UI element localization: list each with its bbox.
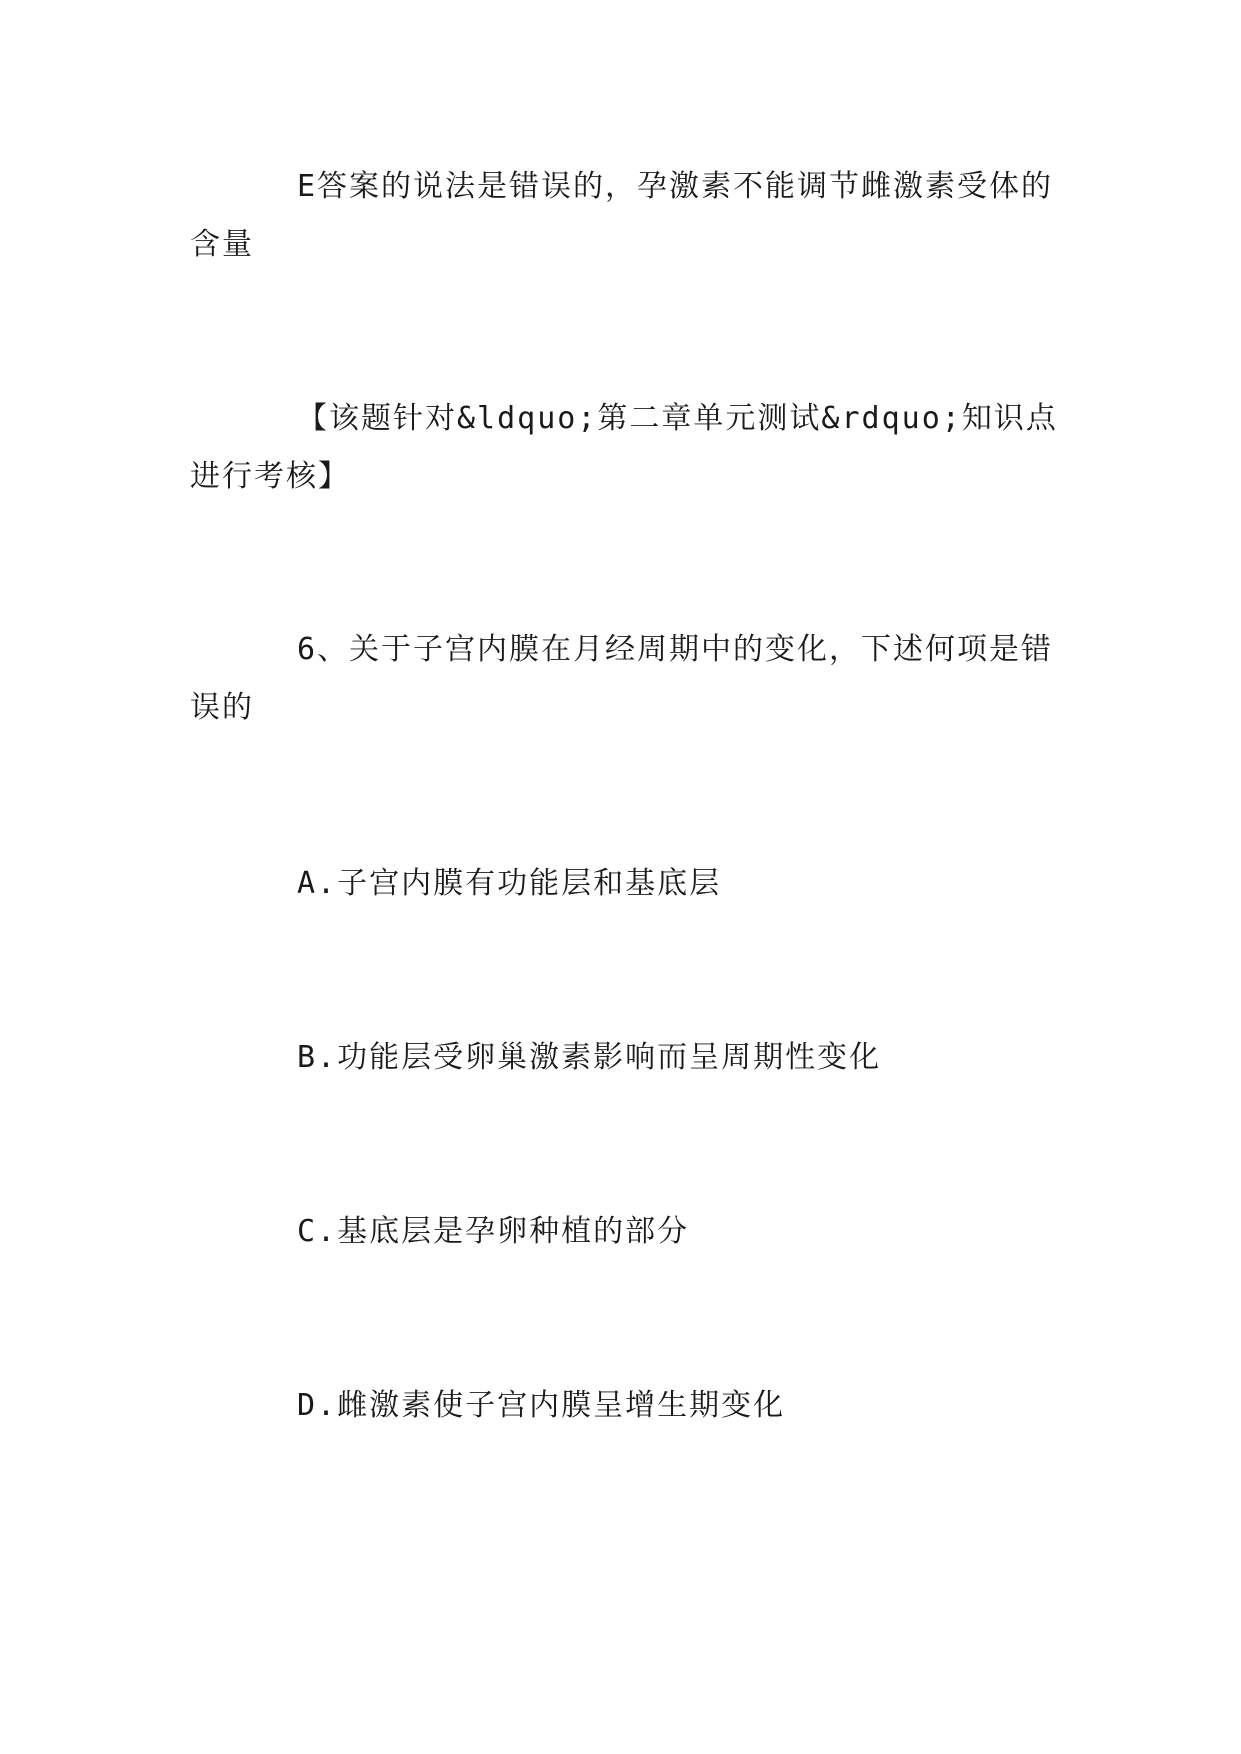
topic-note-paragraph: 【该题针对&ldquo;第二章单元测试&rdquo;知识点进行考核】 <box>190 401 1058 494</box>
option-b: B.功能层受卵巢激素影响而呈周期性变化 <box>297 1040 882 1075</box>
option-d: D.雌激素使子宫内膜呈增生期变化 <box>297 1388 786 1423</box>
question-6-paragraph: 6、关于子宫内膜在月经周期中的变化，下述何项是错误的 <box>190 632 1054 725</box>
answer-explanation-paragraph: E答案的说法是错误的，孕激素不能调节雌激素受体的含量 <box>190 169 1054 262</box>
option-a: A.子宫内膜有功能层和基底层 <box>297 866 722 901</box>
option-c: C.基底层是孕卵种植的部分 <box>297 1214 690 1249</box>
